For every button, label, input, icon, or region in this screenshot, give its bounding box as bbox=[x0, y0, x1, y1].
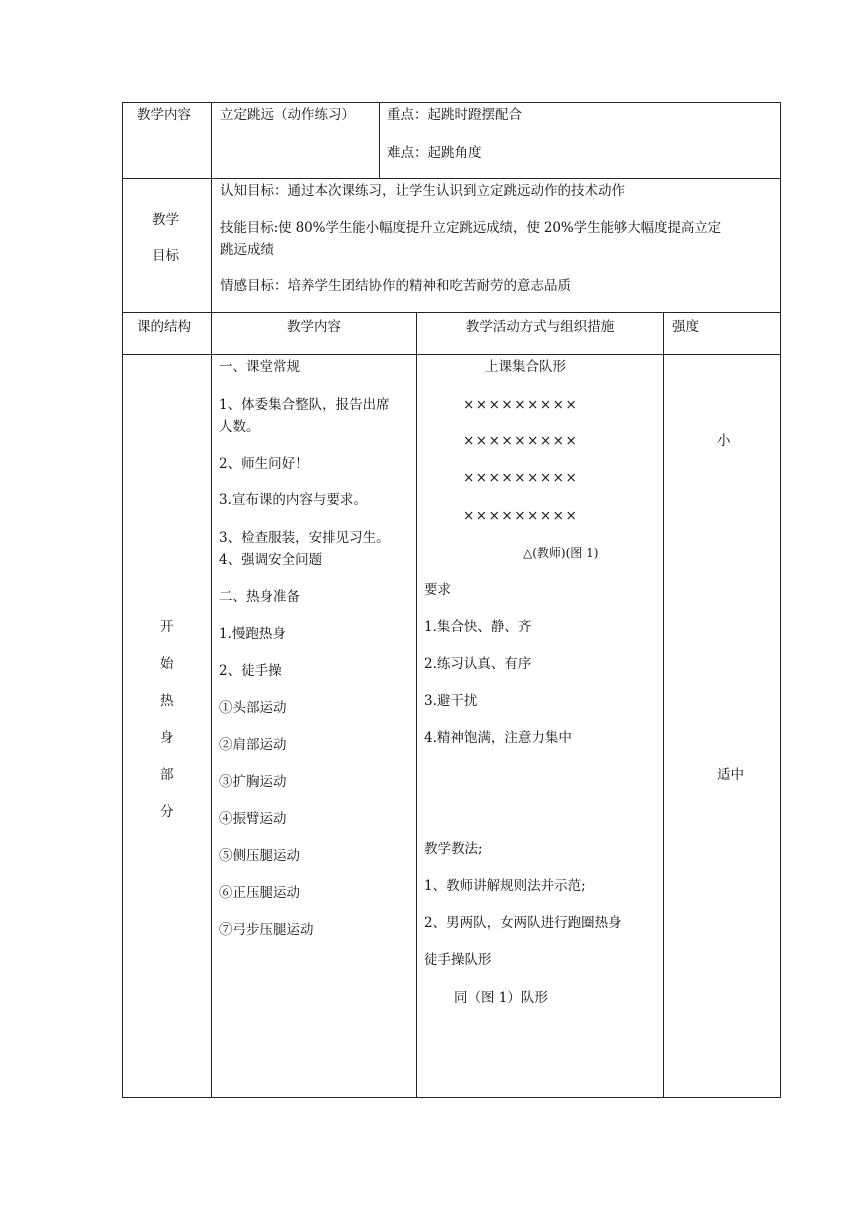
requirement-item: 2.练习认真、有序 bbox=[424, 656, 532, 672]
content-item: 2、徒手操 bbox=[219, 663, 282, 679]
col-divider-methods bbox=[416, 312, 417, 1098]
requirements-title: 要求 bbox=[424, 582, 451, 598]
content-item: 1.慢跑热身 bbox=[219, 626, 286, 642]
content-item: 1、体委集合整队，报告出席 bbox=[219, 397, 390, 413]
difficulty-point: 难点：起跳角度 bbox=[387, 145, 482, 161]
table-border-top bbox=[122, 102, 781, 103]
content-item: ③扩胸运动 bbox=[219, 774, 287, 790]
content-item: 人数。 bbox=[219, 419, 260, 435]
goals-label-line2: 目标 bbox=[152, 248, 179, 264]
method-item: 徒手操队形 bbox=[424, 952, 492, 968]
method-title: 教学教法; bbox=[424, 841, 483, 857]
same-formation-note: 同（图 1）队形 bbox=[454, 990, 548, 1006]
key-point: 重点：起跳时蹬摆配合 bbox=[387, 107, 522, 123]
method-item: 2、男两队，女两队进行跑圈热身 bbox=[424, 915, 622, 931]
row-divider-1 bbox=[122, 178, 781, 179]
requirement-item: 3.避干扰 bbox=[424, 693, 478, 709]
content-item: 3、检查服装，安排见习生。 bbox=[219, 530, 390, 546]
formation-row: ××××××××× bbox=[463, 433, 579, 449]
intensity-moderate: 适中 bbox=[717, 767, 744, 783]
section-name-char: 热 bbox=[160, 693, 174, 709]
teacher-marker: △(教师)(图 1) bbox=[523, 546, 599, 560]
section-name-char: 身 bbox=[160, 730, 174, 746]
row-divider-2 bbox=[122, 312, 781, 313]
emotion-goal: 情感目标：培养学生团结协作的精神和吃苦耐劳的意志品质 bbox=[220, 278, 571, 294]
header-methods: 教学活动方式与组织措施 bbox=[465, 319, 615, 335]
content-item: ⑥正压腿运动 bbox=[219, 885, 300, 901]
content-item: 3.宣布课的内容与要求。 bbox=[219, 492, 367, 508]
lesson-topic: 立定跳远（动作练习） bbox=[220, 107, 355, 123]
header-intensity: 强度 bbox=[672, 319, 699, 335]
col-divider-row1 bbox=[379, 102, 380, 179]
content-item: ①头部运动 bbox=[219, 700, 287, 716]
skill-goal-line2: 跳远成绩 bbox=[220, 242, 274, 258]
cognitive-goal: 认知目标：通过本次课练习，让学生认识到立定跳远动作的技术动作 bbox=[220, 183, 625, 199]
section-name-char: 部 bbox=[160, 767, 174, 783]
content-item: 一、课堂常规 bbox=[219, 359, 300, 375]
content-item: 2、师生问好！ bbox=[219, 456, 309, 472]
col-divider-intensity bbox=[663, 312, 664, 1098]
table-border-right bbox=[780, 102, 781, 1098]
header-structure: 课的结构 bbox=[137, 319, 191, 335]
intensity-low: 小 bbox=[717, 433, 731, 449]
formation-row: ××××××××× bbox=[463, 508, 579, 524]
content-item: ④振臂运动 bbox=[219, 811, 287, 827]
content-item: 二、热身准备 bbox=[219, 589, 300, 605]
section-name-char: 开 bbox=[160, 619, 174, 635]
requirement-item: 1.集合快、静、齐 bbox=[424, 619, 532, 635]
requirement-item: 4.精神饱满，注意力集中 bbox=[424, 730, 572, 746]
table-border-left bbox=[122, 102, 123, 1098]
row-divider-3 bbox=[122, 354, 781, 355]
content-item: ⑤侧压腿运动 bbox=[219, 848, 300, 864]
content-item: ②肩部运动 bbox=[219, 737, 287, 753]
teaching-content-label: 教学内容 bbox=[137, 107, 191, 123]
table-border-bottom bbox=[122, 1097, 781, 1098]
formation-title: 上课集合队形 bbox=[485, 359, 566, 375]
section-name-char: 分 bbox=[160, 804, 174, 820]
method-item: 1、教师讲解规则法并示范; bbox=[424, 878, 586, 894]
col-divider-label bbox=[211, 102, 212, 1098]
header-content: 教学内容 bbox=[287, 319, 341, 335]
skill-goal-line1: 技能目标:使 80%学生能小幅度提升立定跳远成绩，使 20%学生能够大幅度提高立定 bbox=[220, 220, 722, 236]
content-item: 4、强调安全问题 bbox=[219, 552, 323, 568]
section-name-char: 始 bbox=[160, 656, 174, 672]
formation-row: ××××××××× bbox=[463, 397, 579, 413]
goals-label-line1: 教学 bbox=[152, 212, 179, 228]
content-item: ⑦弓步压腿运动 bbox=[219, 922, 314, 938]
formation-row: ××××××××× bbox=[463, 470, 579, 486]
